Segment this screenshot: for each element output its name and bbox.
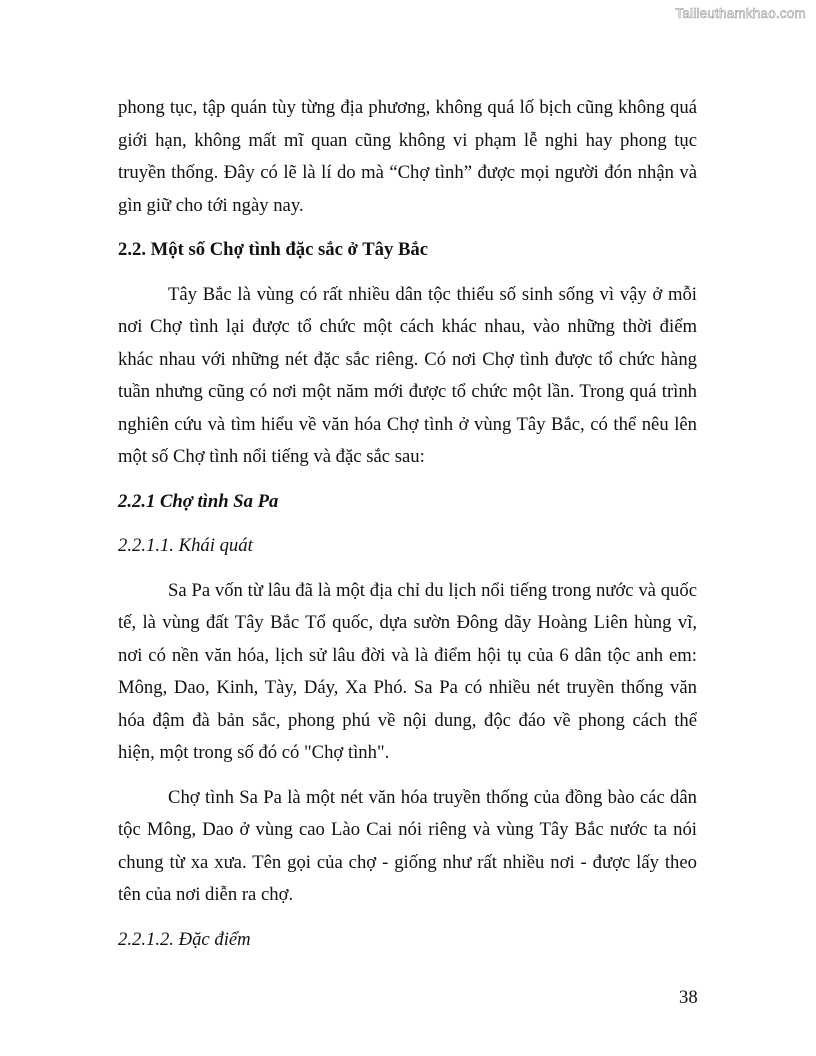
text-line: nơi Chợ tình lại được tổ chức một cách khác nhau, vào những thời điểm — [118, 316, 697, 337]
text-line: giới hạn, không mất mĩ quan cũng không vi phạm lễ nghi hay phong tục — [118, 129, 697, 151]
text-line: Tây Bắc là vùng có rất nhiều dân tộc thiểu số sinh sống vì vậy ở mỗi — [168, 283, 697, 305]
section-heading: 2.2. Một số Chợ tình đặc sắc ở Tây Bắc — [118, 239, 429, 260]
text-line: nơi có nền văn hóa, lịch sử lâu đời và là điểm hội tụ của 6 dân tộc anh em: — [118, 644, 697, 666]
page-number: 38 — [679, 987, 698, 1008]
paragraph-1 — [118, 92, 697, 222]
subsubsection-heading: 2.2.1.2. Đặc điểm — [118, 928, 251, 950]
text-line: hiện, một trong số đó có "Chợ tình". — [118, 742, 390, 763]
paragraph-2 — [118, 279, 697, 474]
text-line: tên của nơi diễn ra chợ. — [118, 884, 294, 905]
text-line: Mông, Dao, Kinh, Tày, Dáy, Xa Phó. Sa Pa có nhiều nét truyền thống văn — [118, 677, 697, 698]
text-line: truyền thống. Đây có lẽ là lí do mà “Chợ tình” được mọi người đón nhận và — [118, 162, 697, 183]
subsection-heading: 2.2.1 Chợ tình Sa Pa — [118, 490, 279, 512]
paragraph-4 — [118, 782, 697, 912]
text-line: Sa Pa vốn từ lâu đã là một địa chỉ du lịch nổi tiếng trong nước và quốc — [168, 579, 697, 601]
text-line: khác nhau với những nét đặc sắc riêng. Có nơi Chợ tình được tổ chức hàng — [118, 348, 697, 370]
subsubsection-heading: 2.2.1.1. Khái quát — [118, 535, 253, 556]
text-line: tế, là vùng đất Tây Bắc Tổ quốc, dựa sườn Đông dãy Hoàng Liên hùng vĩ, — [118, 612, 697, 633]
text-line: một số Chợ tình nổi tiếng và đặc sắc sau: — [118, 446, 425, 467]
text-line: nghiên cứu và tìm hiểu về văn hóa Chợ tình ở vùng Tây Bắc, có thể nêu lên — [118, 413, 697, 435]
paragraph-3 — [118, 575, 697, 770]
text-line: hóa đậm đà bản sắc, phong phú về nội dung, độc đáo về phong cách thể — [118, 709, 697, 731]
watermark: Tailieuthamkhao.com — [675, 6, 806, 21]
text-line: tộc Mông, Dao ở vùng cao Lào Cai nói riêng và vùng Tây Bắc nước ta nói — [118, 819, 697, 840]
text-line: tuần nhưng cũng có nơi một năm mới được tổ chức một lần. Trong quá trình — [118, 381, 697, 402]
text-line: chung từ xa xưa. Tên gọi của chợ - giống như rất nhiều nơi - được lấy theo — [118, 851, 697, 873]
text-line: Chợ tình Sa Pa là một nét văn hóa truyền thống của đồng bào các dân — [168, 786, 697, 808]
text-line: phong tục, tập quán tùy từng địa phương, không quá lố bịch cũng không quá — [118, 97, 697, 118]
document-body — [118, 92, 697, 956]
text-line: gìn giữ cho tới ngày nay. — [118, 194, 304, 216]
